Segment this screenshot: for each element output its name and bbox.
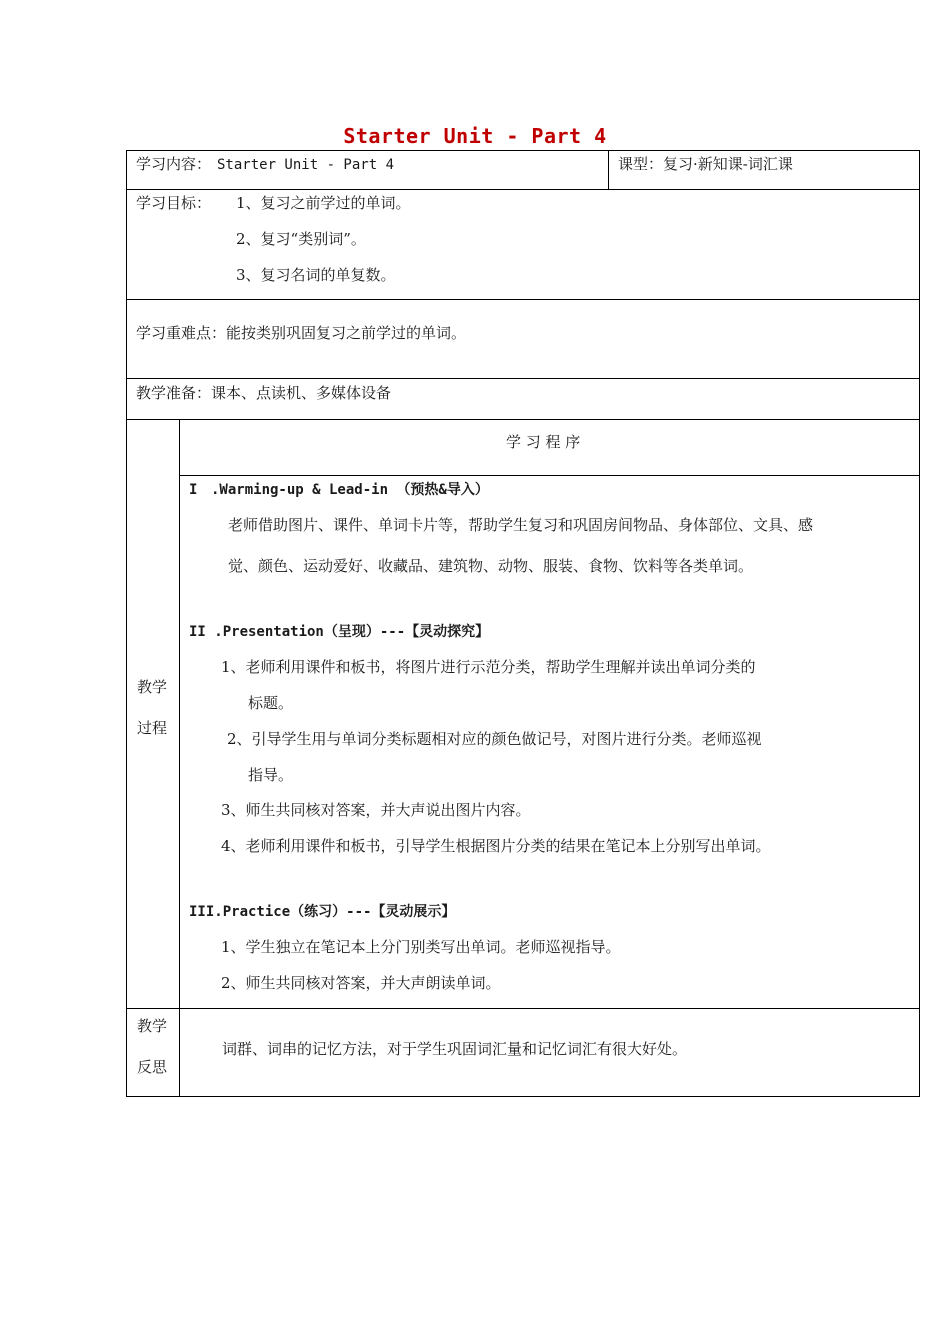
process-side-label: 教学 bbox=[137, 678, 168, 696]
row-divider bbox=[126, 1008, 920, 1009]
process-header: 学 习 程 序 bbox=[506, 433, 581, 451]
warmup-heading: .Warming-up & Lead-in （预热&导入） bbox=[211, 482, 489, 498]
reflection-side-label: 反思 bbox=[137, 1058, 168, 1076]
objectives-label: 学习目标： bbox=[136, 194, 212, 212]
warmup-number: I bbox=[189, 482, 198, 498]
content-value: Starter Unit - Part 4 bbox=[217, 157, 395, 173]
preparation: 教学准备：课本、点读机、多媒体设备 bbox=[136, 384, 392, 402]
row-divider bbox=[126, 419, 920, 420]
presentation-heading: II .Presentation（呈现）---【灵动探究】 bbox=[189, 624, 490, 640]
key-points: 学习重难点：能按类别巩固复习之前学过的单词。 bbox=[136, 324, 467, 342]
practice-line: 2、师生共同核对答案，并大声朗读单词。 bbox=[221, 974, 501, 992]
row-divider bbox=[126, 299, 920, 300]
presentation-line: 指导。 bbox=[248, 766, 294, 784]
reflection-side-label: 教学 bbox=[137, 1017, 168, 1035]
objective-item: 2、复习“类别词”。 bbox=[236, 230, 366, 248]
practice-line: 1、学生独立在笔记本上分门别类写出单词。老师巡视指导。 bbox=[221, 938, 621, 956]
presentation-line: 1、老师利用课件和板书，将图片进行示范分类，帮助学生理解并读出单词分类的 bbox=[221, 658, 756, 676]
content-label: 学习内容： bbox=[136, 155, 212, 173]
warmup-line: 觉、颜色、运动爱好、收藏品、建筑物、动物、服装、食物、饮料等各类单词。 bbox=[228, 557, 754, 575]
process-side-label: 过程 bbox=[137, 719, 168, 737]
presentation-line: 标题。 bbox=[248, 694, 294, 712]
column-divider bbox=[179, 419, 180, 1097]
objective-item: 3、复习名词的单复数。 bbox=[236, 266, 396, 284]
row-divider bbox=[126, 378, 920, 379]
row-divider bbox=[126, 189, 920, 190]
column-divider bbox=[608, 150, 609, 190]
objective-item: 1、复习之前学过的单词。 bbox=[236, 194, 411, 212]
warmup-line: 老师借助图片、课件、单词卡片等，帮助学生复习和巩固房间物品、身体部位、文具、感 bbox=[228, 516, 814, 534]
presentation-line: 4、老师利用课件和板书，引导学生根据图片分类的结果在笔记本上分别写出单词。 bbox=[221, 837, 771, 855]
lesson-type: 课型：复习·新知课-词汇课 bbox=[618, 155, 793, 173]
reflection-text: 词群、词串的记忆方法，对于学生巩固词汇量和记忆词汇有很大好处。 bbox=[222, 1040, 688, 1058]
row-divider bbox=[179, 475, 920, 476]
document-title: Starter Unit - Part 4 bbox=[343, 124, 607, 148]
presentation-line: 2、引导学生用与单词分类标题相对应的颜色做记号，对图片进行分类。老师巡视 bbox=[227, 730, 762, 748]
practice-heading: III.Practice（练习）---【灵动展示】 bbox=[189, 904, 456, 920]
presentation-line: 3、师生共同核对答案，并大声说出图片内容。 bbox=[221, 801, 531, 819]
